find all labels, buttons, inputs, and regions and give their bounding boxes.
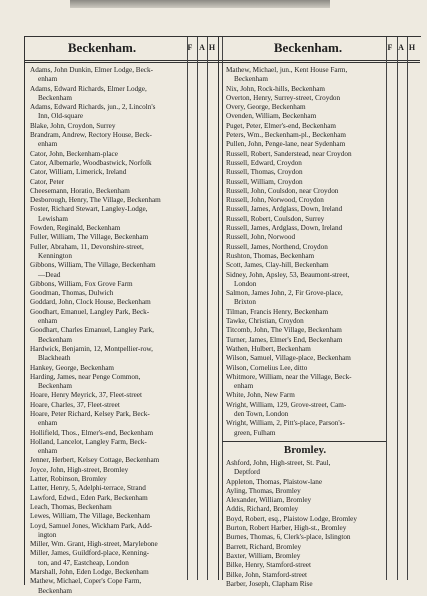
entry-row: Russell, Robert, Sanderstead, near Croydon	[226, 149, 352, 158]
entry-row: Ovenden, William, Beckenham	[226, 112, 317, 121]
entry-row: Adams, Edward Richards, Elmer Lodge,	[30, 84, 147, 93]
center-divider	[218, 37, 219, 580]
entry-continuation: —Dead	[38, 270, 61, 279]
entry-continuation: Brixton	[234, 298, 256, 307]
entry-continuation: enham	[38, 75, 58, 84]
entry-row: Alexander, William, Bromley	[226, 496, 312, 505]
page-header-cut	[70, 0, 330, 8]
entry-continuation: Blackheath	[38, 354, 71, 363]
entry-row: Hoare, Peter Richard, Kelsey Park, Beck-	[30, 409, 150, 418]
entry-row: Leach, Thomas, Beckenham	[30, 502, 112, 511]
entry-row: Wright, William, 2, Pitt's-place, Parson's-	[226, 419, 345, 428]
entry-row: Salmon, James John, 2, Fir Grove-place,	[226, 289, 343, 298]
bromley-entry-list	[226, 459, 384, 589]
entry-continuation: Beckenham	[38, 382, 72, 391]
entry-row: Goddard, John, Clock House, Beckenham	[30, 298, 151, 307]
entry-row: Cheesemann, Horatio, Beckenham	[30, 186, 130, 195]
entry-row: Desborough, Henry, The Village, Beckenham	[30, 196, 161, 205]
entry-continuation: Kennington	[38, 251, 72, 260]
entry-continuation: Beckenham	[234, 75, 268, 84]
entry-row: Wathen, Hulbert, Beckenham	[226, 344, 311, 353]
entry-row: Mathew, Michael, Coper's Cope Farm,	[30, 577, 142, 586]
entry-continuation: London	[234, 279, 257, 288]
entry-continuation: enham	[38, 419, 58, 428]
left-flag-h: H	[208, 43, 216, 52]
entry-row: Bilke, Henry, Stamford-street	[226, 561, 311, 570]
entry-row: Mathew, Michael, jun., Kent House Farm,	[226, 66, 348, 74]
entry-continuation: enham	[38, 447, 58, 456]
entry-row: Wilson, Cornelius Lee, ditto	[226, 363, 308, 372]
right-column-rule-a	[397, 37, 398, 580]
entry-row: Barber, Joseph, Clapham Rise	[226, 579, 313, 588]
entry-continuation: ton, and 47, Eastcheap, London	[38, 558, 129, 567]
entry-row: Hankey, George, Beckenham	[30, 363, 115, 372]
entry-continuation: Beckenham	[38, 93, 72, 102]
entry-row: Overy, George, Beckenham	[226, 103, 306, 112]
left-column-heading: Beckenham.	[67, 40, 137, 55]
entry-row: Lawford, Edwd., Eden Park, Beckenham	[30, 493, 148, 502]
entry-row: Ashford, John, High-street, St. Paul,	[226, 459, 331, 467]
center-divider-double	[222, 37, 223, 580]
entry-row: Fowden, Reginald, Beckenham	[30, 224, 121, 233]
entry-continuation: Deptford	[234, 468, 260, 477]
entry-row: Russell, James, Northend, Croydon	[226, 242, 328, 251]
entry-row: Barrett, Richard, Bromley	[226, 542, 302, 551]
entry-row: Hardwick, Benjamin, 12, Montpellier-row,	[30, 344, 153, 353]
entry-continuation: enham	[38, 140, 58, 149]
right-entry-list	[226, 66, 384, 438]
entry-row: Goodhart, Charles Emanuel, Langley Park,	[30, 326, 154, 335]
entry-row: Hollifield, Thos., Elmer's-end, Beckenham	[30, 428, 154, 437]
bromley-section-heading: Bromley.	[283, 444, 327, 456]
left-column-rule-a	[197, 37, 198, 580]
entry-row: White, John, New Farm	[226, 391, 295, 400]
entry-row: Russell, John, Norwood, Croydon	[226, 196, 324, 205]
entry-continuation: Beckenham	[38, 586, 72, 595]
entry-row: Miller, Wm. Grant, High-street, Marylebone	[30, 540, 158, 549]
right-flag-h: H	[408, 43, 416, 52]
entry-row: Puget, Peter, Elmer's-end, Beckenham	[226, 121, 336, 130]
left-flag-f: F	[187, 43, 193, 52]
entry-row: Boyd, Robert, esq., Plaistow Lodge, Bromley	[226, 514, 357, 523]
entry-row: Goodman, Thomas, Dulwich	[30, 289, 114, 298]
entry-row: Russell, William, Croydon	[226, 177, 303, 186]
entry-continuation: ington	[38, 530, 57, 539]
entry-row: Whitmore, William, near the Village, Beck-	[226, 372, 352, 381]
entry-row: Goodhart, Emanuel, Langley Park, Beck-	[30, 307, 150, 316]
entry-row: Russell, Thomas, Croydon	[226, 168, 303, 177]
right-column-rule-h	[407, 37, 408, 580]
entry-row: Foster, Richard Stewart, Langley-Lodge,	[30, 205, 148, 214]
entry-row: Russell, John, Coulsdon, near Croydon	[226, 186, 339, 195]
entry-continuation: Lewisham	[38, 214, 68, 223]
entry-row: Cator, Albemarle, Woodbastwick, Norfolk	[30, 158, 152, 167]
entry-row: Russell, James, Ardglass, Down, Ireland	[226, 205, 343, 214]
entry-continuation: enham	[38, 317, 58, 326]
entry-row: Nix, John, Rock-hills, Beckenham	[226, 84, 326, 93]
entry-row: Wright, William, 129, Grove-street, Cam-	[226, 400, 347, 409]
entry-row: Brandram, Andrew, Rectory House, Beck-	[30, 131, 152, 140]
entry-row: Blake, John, Croydon, Surrey	[30, 121, 116, 130]
entry-row: Tawke, Christian, Croydon	[226, 317, 304, 326]
entry-row: Holland, Lancelot, Langley Farm, Beck-	[30, 437, 147, 446]
left-flag-a: A	[199, 43, 205, 52]
entry-row: Russell, Robert, Coulsdon, Surrey	[226, 214, 325, 223]
right-column-heading: Beckenham.	[273, 40, 343, 55]
entry-row: Russell, Edward, Croydon	[226, 158, 302, 167]
entry-row: Cator, John, Beckenham-place	[30, 149, 118, 158]
entry-row: Scott, James, Clay-hill, Beckenham	[226, 261, 329, 270]
right-flag-f: F	[387, 43, 393, 52]
right-column-rule-f	[386, 37, 387, 580]
entry-row: Overton, Henry, Surrey-street, Croydon	[226, 93, 341, 102]
entry-continuation: green, Fulham	[234, 428, 276, 437]
entry-row: Ayling, Thomas, Bromley	[226, 486, 301, 495]
entry-row: Gibbons, William, The Village, Beckenham	[30, 261, 156, 270]
entry-row: Hoare, Charles, 37, Fleet-street	[30, 400, 120, 409]
entry-row: Latter, Robinson, Bromley	[30, 475, 107, 484]
entry-row: Joyce, John, High-street, Bromley	[30, 465, 129, 474]
entry-row: Adams, Edward Richards, jun., 2, Lincoln's	[30, 103, 156, 112]
entry-row: Adams, John Dunkin, Elmer Lodge, Beck-	[30, 66, 153, 74]
entry-continuation: enham	[234, 382, 254, 391]
entry-row: Addis, Richard, Bromley	[226, 505, 299, 514]
entry-row: Peters, Wm., Beckenham-pl., Beckenham	[226, 131, 347, 140]
entry-row: Burnes, Thomas, 6, Clerk's-place, Islington	[226, 533, 351, 542]
entry-row: Fuller, Abraham, 11, Devonshire-street,	[30, 242, 144, 251]
entry-row: Baxter, William, Bromley	[226, 551, 301, 560]
entry-continuation: Inn, Old-square	[38, 112, 84, 121]
entry-row: Russell, James, Ardglass, Down, Ireland	[226, 224, 343, 233]
entry-row: Loyd, Samuel Jones, Wickham Park, Add-	[30, 521, 153, 530]
entry-row: Burton, Robert Harber, High-st., Bromley	[226, 524, 347, 533]
entry-continuation: den Town, London	[234, 409, 289, 418]
entry-row: Latter, Henry, 5, Adelphi-terrace, Strand	[30, 484, 146, 493]
entry-row: Turner, James, Elmer's End, Beckenham	[226, 335, 343, 344]
right-flag-a: A	[398, 43, 404, 52]
entry-row: Fuller, William, The Village, Beckenham	[30, 233, 149, 242]
left-column-rule-f	[187, 37, 188, 580]
entry-row: Cator, Peter	[30, 177, 65, 186]
entry-row: Pullen, John, Penge-lane, near Sydenham	[226, 140, 346, 149]
entry-row: Gibbons, William, Fox Grove Farm	[30, 279, 133, 288]
entry-row: Miller, James, Guildford-place, Kenning-	[30, 549, 150, 558]
left-entry-list	[30, 66, 185, 596]
entry-row: Jenner, Herbert, Kelsey Cottage, Beckenham	[30, 456, 160, 465]
entry-row: Tilman, Francis Henry, Beckenham	[226, 307, 329, 316]
left-column-rule-h	[207, 37, 208, 580]
entry-row: Appleton, Thomas, Plaistow-lane	[226, 477, 323, 486]
entry-row: Titcomb, John, The Village, Beckenham	[226, 326, 342, 335]
entry-continuation: Beckenham	[38, 335, 72, 344]
entry-row: Harding, James, near Penge Common,	[30, 372, 141, 381]
entry-row: Wilson, Samuel, Village-place, Beckenham	[226, 354, 351, 363]
entry-row: Lewes, William, The Village, Beckenham	[30, 512, 151, 521]
entry-row: Cator, William, Limerick, Ireland	[30, 168, 127, 177]
entry-row: Russell, John, Norwood	[226, 233, 296, 242]
entry-row: Hoare, Henry Meyrick, 37, Fleet-street	[30, 391, 142, 400]
entry-row: Rushton, Thomas, Beckenham	[226, 251, 315, 260]
entry-row: Sidney, John, Apsley, 53, Beaumont-street,	[226, 270, 350, 279]
bromley-section-rule	[222, 441, 386, 442]
entry-row: Marshall, John, Eden Lodge, Beckenham	[30, 568, 149, 577]
entry-row: Bilke, John, Stamford-street	[226, 570, 308, 579]
